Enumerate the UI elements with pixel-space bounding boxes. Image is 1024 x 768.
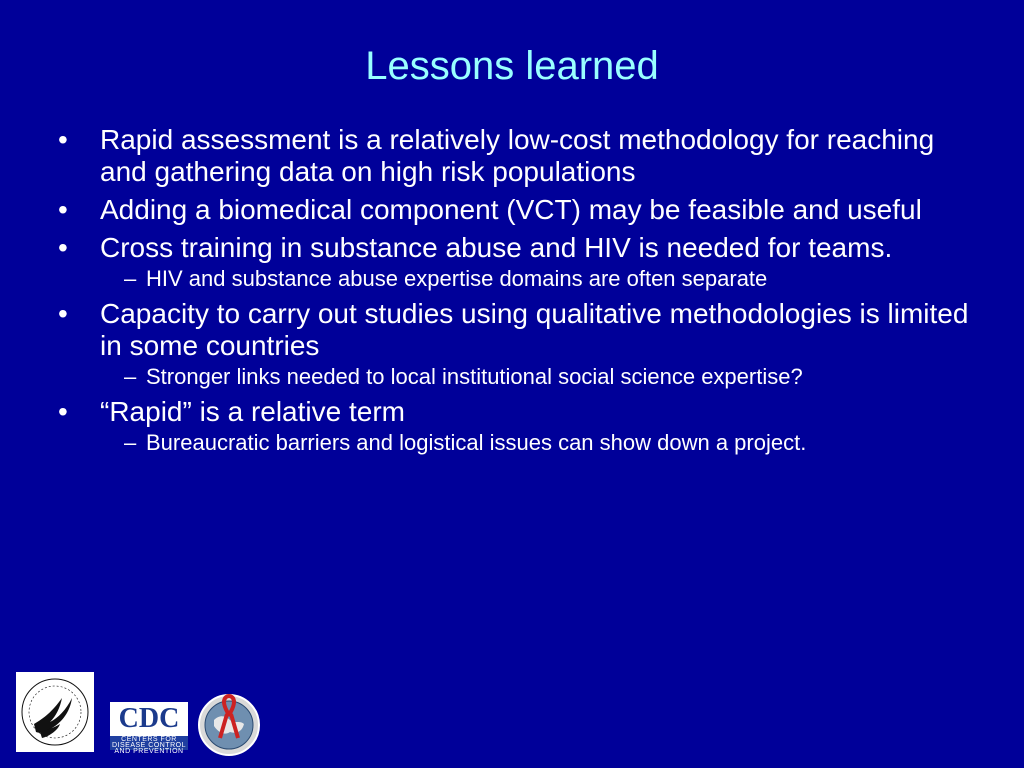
sub-bullet-item [100, 364, 978, 390]
bullet-item [58, 194, 978, 226]
sub-bullet-item [100, 266, 978, 292]
bullet-marker: • [58, 194, 68, 225]
cdc-logo-subtitle: CENTERS FOR DISEASE CONTROL AND PREVENTION [111, 736, 186, 755]
sub-bullet-list [100, 430, 978, 456]
sub-bullet-text: Stronger links needed to local institutional social science expertise? [146, 364, 803, 389]
bullet-item [58, 124, 978, 188]
hhs-eagle-logo-icon [16, 672, 94, 752]
sub-bullet-text: HIV and substance abuse expertise domains are often separate [146, 266, 768, 291]
sub-bullet-list [100, 266, 978, 292]
sub-bullet-list [100, 364, 978, 390]
red-ribbon-globe-seal-icon [196, 690, 262, 756]
bullet-marker: • [58, 298, 68, 329]
bullet-list [58, 124, 978, 462]
cdc-logo [110, 702, 188, 755]
sub-bullet-marker: – [124, 266, 137, 291]
sub-bullet-marker: – [124, 430, 137, 455]
bullet-text: Capacity to carry out studies using qualitative methodologies is limited in some countries [100, 298, 969, 361]
bullet-marker: • [58, 396, 68, 427]
bullet-item [58, 396, 978, 456]
bullet-item [58, 232, 978, 292]
slide-title: Lessons learned [365, 44, 659, 88]
bullet-text: Cross training in substance abuse and HIV is needed for teams. [100, 232, 893, 263]
sub-bullet-text: Bureaucratic barriers and logistical issues can show down a project. [146, 430, 807, 455]
sub-bullet-item [100, 430, 978, 456]
bullet-text: “Rapid” is a relative term [100, 396, 405, 427]
cdc-logo-text: CDC [118, 703, 180, 734]
bullet-item [58, 298, 978, 390]
bullet-marker: • [58, 232, 68, 263]
bullet-text: Adding a biomedical component (VCT) may be feasible and useful [100, 194, 922, 225]
bullet-marker: • [58, 124, 68, 155]
bullet-text: Rapid assessment is a relatively low-cost methodology for reaching and gathering data on high risk populations [100, 124, 935, 187]
sub-bullet-marker: – [124, 364, 137, 389]
